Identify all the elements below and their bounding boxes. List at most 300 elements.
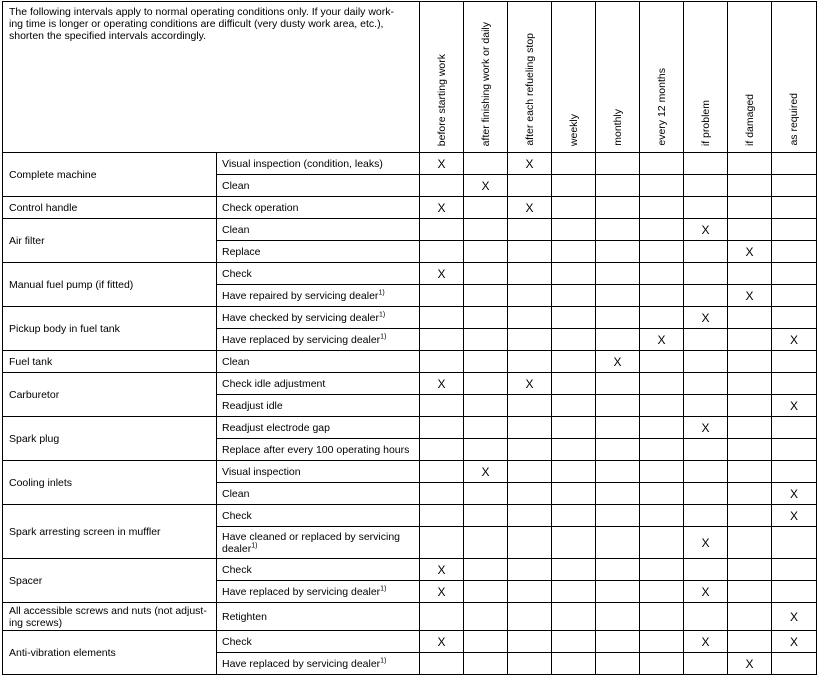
interval-cell [596, 483, 640, 505]
interval-cell [508, 581, 552, 603]
interval-cell [684, 603, 728, 631]
column-header [640, 2, 684, 153]
header-row [3, 2, 817, 153]
interval-cell [420, 527, 464, 559]
interval-cell [728, 285, 772, 307]
column-header-label: if problem [699, 99, 712, 146]
interval-cell [464, 373, 508, 395]
interval-cell [464, 241, 508, 263]
interval-cell [596, 653, 640, 675]
interval-cell [420, 307, 464, 329]
action-label: Have cleaned or replaced by servicing [222, 530, 401, 543]
action-label: Readjust electrode gap [222, 421, 330, 434]
action-line [222, 400, 419, 412]
action-cell [217, 263, 420, 285]
interval-cell [596, 631, 640, 653]
interval-cell [464, 631, 508, 653]
check-mark: X [525, 156, 534, 171]
interval-cell [552, 483, 596, 505]
interval-cell [464, 395, 508, 417]
action-cell [217, 197, 420, 219]
interval-cell [596, 417, 640, 439]
table-row [3, 559, 817, 581]
interval-cell [772, 285, 817, 307]
check-mark: X [437, 376, 446, 391]
component-cell [3, 307, 217, 351]
interval-cell [772, 329, 817, 351]
action-line [222, 422, 419, 434]
interval-cell [508, 241, 552, 263]
action-cell [217, 505, 420, 527]
interval-cell [596, 395, 640, 417]
action-label: Check [222, 563, 252, 576]
check-mark: X [745, 656, 754, 671]
action-cell [217, 417, 420, 439]
action-label: dealer [222, 542, 252, 555]
component-cell [3, 559, 217, 603]
maintenance-schedule-table [2, 1, 817, 675]
interval-cell [464, 559, 508, 581]
interval-cell [420, 417, 464, 439]
interval-cell [464, 219, 508, 241]
interval-cell [772, 603, 817, 631]
component-cell [3, 603, 217, 631]
interval-cell [464, 483, 508, 505]
interval-cell [464, 461, 508, 483]
interval-cell [684, 175, 728, 197]
interval-cell [596, 461, 640, 483]
interval-cell [772, 153, 817, 175]
table-row [3, 263, 817, 285]
interval-cell [728, 527, 772, 559]
action-line [222, 158, 419, 170]
component-label: Manual fuel pump (if fitted) [9, 278, 134, 291]
interval-cell [728, 559, 772, 581]
interval-cell [772, 175, 817, 197]
action-line [222, 564, 419, 576]
table-row [3, 461, 817, 483]
interval-cell [772, 653, 817, 675]
footnote-marker: 1) [380, 333, 387, 340]
check-mark: X [437, 200, 446, 215]
interval-cell [508, 219, 552, 241]
component-cell [3, 263, 217, 307]
interval-cell [552, 603, 596, 631]
action-label: Visual inspection (condition, leaks) [222, 157, 383, 170]
component-cell [3, 373, 217, 417]
check-mark: X [701, 535, 710, 550]
interval-cell [684, 241, 728, 263]
interval-cell [772, 461, 817, 483]
interval-cell [728, 653, 772, 675]
interval-cell [772, 219, 817, 241]
interval-cell [464, 329, 508, 351]
action-label: Replace after every 100 operating hours [222, 443, 410, 456]
interval-cell [420, 395, 464, 417]
interval-cell [684, 373, 728, 395]
interval-cell [684, 197, 728, 219]
interval-cell [420, 505, 464, 527]
check-mark: X [745, 244, 754, 259]
interval-cell [508, 559, 552, 581]
intro-line: The following intervals apply to normal operating conditions only. If your daily work- [9, 6, 394, 18]
interval-cell [508, 653, 552, 675]
table-row [3, 631, 817, 653]
schedule-body [3, 153, 817, 675]
interval-cell [420, 631, 464, 653]
interval-cell [728, 581, 772, 603]
action-label: Have checked by servicing dealer [222, 311, 379, 324]
interval-cell [684, 461, 728, 483]
interval-cell [464, 417, 508, 439]
action-line [222, 510, 419, 522]
interval-cell [420, 461, 464, 483]
interval-cell [772, 417, 817, 439]
component-label: Spark plug [9, 432, 60, 445]
interval-cell [596, 219, 640, 241]
interval-cell [552, 197, 596, 219]
check-mark: X [701, 310, 710, 325]
interval-cell [552, 395, 596, 417]
interval-cell [596, 603, 640, 631]
action-cell [217, 373, 420, 395]
interval-cell [508, 175, 552, 197]
interval-cell [772, 631, 817, 653]
action-label: Check [222, 509, 252, 522]
interval-cell [508, 461, 552, 483]
check-mark: X [525, 376, 534, 391]
interval-cell [728, 461, 772, 483]
check-mark: X [437, 156, 446, 171]
interval-cell [728, 307, 772, 329]
interval-cell [420, 581, 464, 603]
action-cell [217, 461, 420, 483]
interval-cell [640, 417, 684, 439]
component-label: Spacer [9, 574, 43, 587]
check-mark: X [481, 464, 490, 479]
interval-cell [596, 559, 640, 581]
interval-cell [508, 439, 552, 461]
interval-cell [640, 653, 684, 675]
check-mark: X [481, 178, 490, 193]
table-row [3, 351, 817, 373]
action-label: Have replaced by servicing dealer [222, 333, 381, 346]
interval-cell [640, 241, 684, 263]
action-line [222, 180, 419, 192]
column-header [772, 2, 817, 153]
interval-cell [596, 527, 640, 559]
action-label: Check idle adjustment [222, 377, 326, 390]
intro-line: ing time is longer or operating conditions are difficult (very dusty work area, etc.), [9, 18, 384, 30]
component-line: All accessible screws and nuts (not adjust- [9, 604, 207, 617]
interval-cell [464, 307, 508, 329]
interval-cell [552, 175, 596, 197]
interval-cell [420, 241, 464, 263]
component-cell [3, 417, 217, 461]
check-mark: X [437, 584, 446, 599]
action-cell [217, 439, 420, 461]
interval-cell [684, 631, 728, 653]
interval-cell [464, 351, 508, 373]
check-mark: X [789, 508, 798, 523]
column-header [508, 2, 552, 153]
interval-cell [552, 153, 596, 175]
component-cell [3, 153, 217, 197]
interval-cell [728, 241, 772, 263]
interval-cell [684, 439, 728, 461]
interval-cell [596, 307, 640, 329]
interval-cell [728, 153, 772, 175]
interval-cell [420, 197, 464, 219]
interval-cell [728, 505, 772, 527]
component-cell [3, 351, 217, 373]
interval-cell [508, 153, 552, 175]
action-line [222, 356, 419, 368]
interval-cell [772, 527, 817, 559]
component-cell [3, 197, 217, 219]
interval-cell [772, 263, 817, 285]
action-line [222, 312, 419, 324]
intro-text [3, 2, 420, 153]
action-line [222, 531, 419, 543]
interval-cell [464, 153, 508, 175]
interval-cell [464, 263, 508, 285]
interval-cell [464, 581, 508, 603]
component-label: Pickup body in fuel tank [9, 322, 120, 335]
interval-cell [420, 373, 464, 395]
interval-cell [420, 653, 464, 675]
table-row [3, 219, 817, 241]
interval-cell [420, 175, 464, 197]
interval-cell [508, 373, 552, 395]
interval-cell [772, 241, 817, 263]
interval-cell [640, 559, 684, 581]
check-mark: X [789, 634, 798, 649]
action-line [222, 658, 419, 670]
interval-cell [728, 603, 772, 631]
action-line [222, 202, 419, 214]
check-mark: X [525, 200, 534, 215]
footnote-marker: 1) [378, 289, 385, 296]
interval-cell [596, 197, 640, 219]
interval-cell [772, 197, 817, 219]
action-label: Check operation [222, 201, 299, 214]
interval-cell [640, 153, 684, 175]
interval-cell [596, 329, 640, 351]
action-line [222, 268, 419, 280]
interval-cell [508, 285, 552, 307]
component-cell [3, 461, 217, 505]
interval-cell [684, 307, 728, 329]
interval-cell [684, 581, 728, 603]
interval-cell [420, 603, 464, 631]
column-header-label: before starting work [435, 53, 448, 146]
interval-cell [596, 175, 640, 197]
interval-cell [684, 395, 728, 417]
component-label: Fuel tank [9, 355, 53, 368]
interval-cell [728, 631, 772, 653]
action-label: Have replaced by servicing dealer [222, 657, 381, 670]
interval-cell [684, 285, 728, 307]
interval-cell [420, 285, 464, 307]
interval-cell [728, 395, 772, 417]
action-line [222, 488, 419, 500]
action-label: Visual inspection [222, 465, 301, 478]
action-cell [217, 581, 420, 603]
interval-cell [728, 197, 772, 219]
interval-cell [552, 285, 596, 307]
interval-cell [508, 329, 552, 351]
interval-cell [552, 219, 596, 241]
interval-cell [596, 373, 640, 395]
interval-cell [508, 351, 552, 373]
action-label: Have repaired by servicing dealer [222, 289, 379, 302]
interval-cell [728, 263, 772, 285]
interval-cell [420, 351, 464, 373]
check-mark: X [701, 222, 710, 237]
interval-cell [420, 439, 464, 461]
action-cell [217, 603, 420, 631]
action-label: Clean [222, 223, 250, 236]
footnote-marker: 1) [380, 585, 387, 592]
interval-cell [508, 505, 552, 527]
interval-cell [552, 631, 596, 653]
action-cell [217, 153, 420, 175]
action-line [222, 290, 419, 302]
interval-cell [552, 527, 596, 559]
interval-cell [508, 263, 552, 285]
check-mark: X [437, 562, 446, 577]
column-header [728, 2, 772, 153]
table-row [3, 307, 817, 329]
interval-cell [772, 395, 817, 417]
interval-cell [420, 219, 464, 241]
interval-cell [596, 439, 640, 461]
interval-cell [508, 483, 552, 505]
column-header [464, 2, 508, 153]
action-label: Retighten [222, 610, 267, 623]
interval-cell [508, 417, 552, 439]
column-header-label: monthly [611, 109, 624, 146]
component-label: Spark arresting screen in muffler [9, 525, 161, 538]
interval-cell [684, 653, 728, 675]
interval-cell [552, 351, 596, 373]
action-label: Clean [222, 355, 250, 368]
interval-cell [728, 351, 772, 373]
table-row [3, 153, 817, 175]
interval-cell [464, 603, 508, 631]
interval-cell [684, 153, 728, 175]
interval-cell [640, 197, 684, 219]
action-cell [217, 631, 420, 653]
interval-cell [596, 263, 640, 285]
interval-cell [420, 559, 464, 581]
action-cell [217, 307, 420, 329]
interval-cell [728, 417, 772, 439]
component-label: Complete machine [9, 168, 97, 181]
table-row [3, 417, 817, 439]
interval-cell [596, 581, 640, 603]
interval-cell [640, 329, 684, 351]
interval-cell [684, 417, 728, 439]
interval-cell [640, 631, 684, 653]
interval-cell [464, 197, 508, 219]
interval-cell [640, 373, 684, 395]
action-line [222, 444, 419, 456]
interval-cell [684, 483, 728, 505]
column-header [552, 2, 596, 153]
action-cell [217, 653, 420, 675]
interval-cell [464, 653, 508, 675]
interval-cell [772, 307, 817, 329]
component-label: Cooling inlets [9, 476, 73, 489]
column-header-label: weekly [567, 113, 580, 146]
interval-cell [728, 329, 772, 351]
check-mark: X [789, 398, 798, 413]
component-cell [3, 631, 217, 675]
interval-cell [596, 153, 640, 175]
interval-cell [552, 505, 596, 527]
interval-cell [684, 219, 728, 241]
action-cell [217, 559, 420, 581]
interval-cell [640, 307, 684, 329]
check-mark: X [437, 634, 446, 649]
column-header [420, 2, 464, 153]
interval-cell [772, 559, 817, 581]
action-line [222, 334, 419, 346]
interval-cell [728, 175, 772, 197]
check-mark: X [789, 332, 798, 347]
interval-cell [420, 263, 464, 285]
interval-cell [552, 461, 596, 483]
check-mark: X [437, 266, 446, 281]
interval-cell [640, 285, 684, 307]
interval-cell [508, 395, 552, 417]
interval-cell [420, 483, 464, 505]
action-line [222, 586, 419, 598]
interval-cell [728, 219, 772, 241]
interval-cell [596, 505, 640, 527]
interval-cell [728, 373, 772, 395]
interval-cell [640, 581, 684, 603]
interval-cell [464, 175, 508, 197]
interval-cell [464, 527, 508, 559]
check-mark: X [613, 354, 622, 369]
action-label: Clean [222, 487, 250, 500]
interval-cell [552, 653, 596, 675]
interval-cell [552, 373, 596, 395]
interval-cell [640, 505, 684, 527]
check-mark: X [789, 486, 798, 501]
interval-cell [508, 631, 552, 653]
interval-cell [464, 505, 508, 527]
check-mark: X [701, 420, 710, 435]
interval-cell [684, 263, 728, 285]
column-header [684, 2, 728, 153]
interval-cell [640, 439, 684, 461]
action-line [222, 246, 419, 258]
interval-cell [640, 483, 684, 505]
column-header [596, 2, 640, 153]
interval-cell [640, 395, 684, 417]
interval-cell [552, 241, 596, 263]
footnote-marker: 1) [379, 311, 386, 318]
interval-cell [420, 153, 464, 175]
action-cell [217, 329, 420, 351]
action-label: Check [222, 267, 252, 280]
interval-cell [640, 175, 684, 197]
action-cell [217, 527, 420, 559]
